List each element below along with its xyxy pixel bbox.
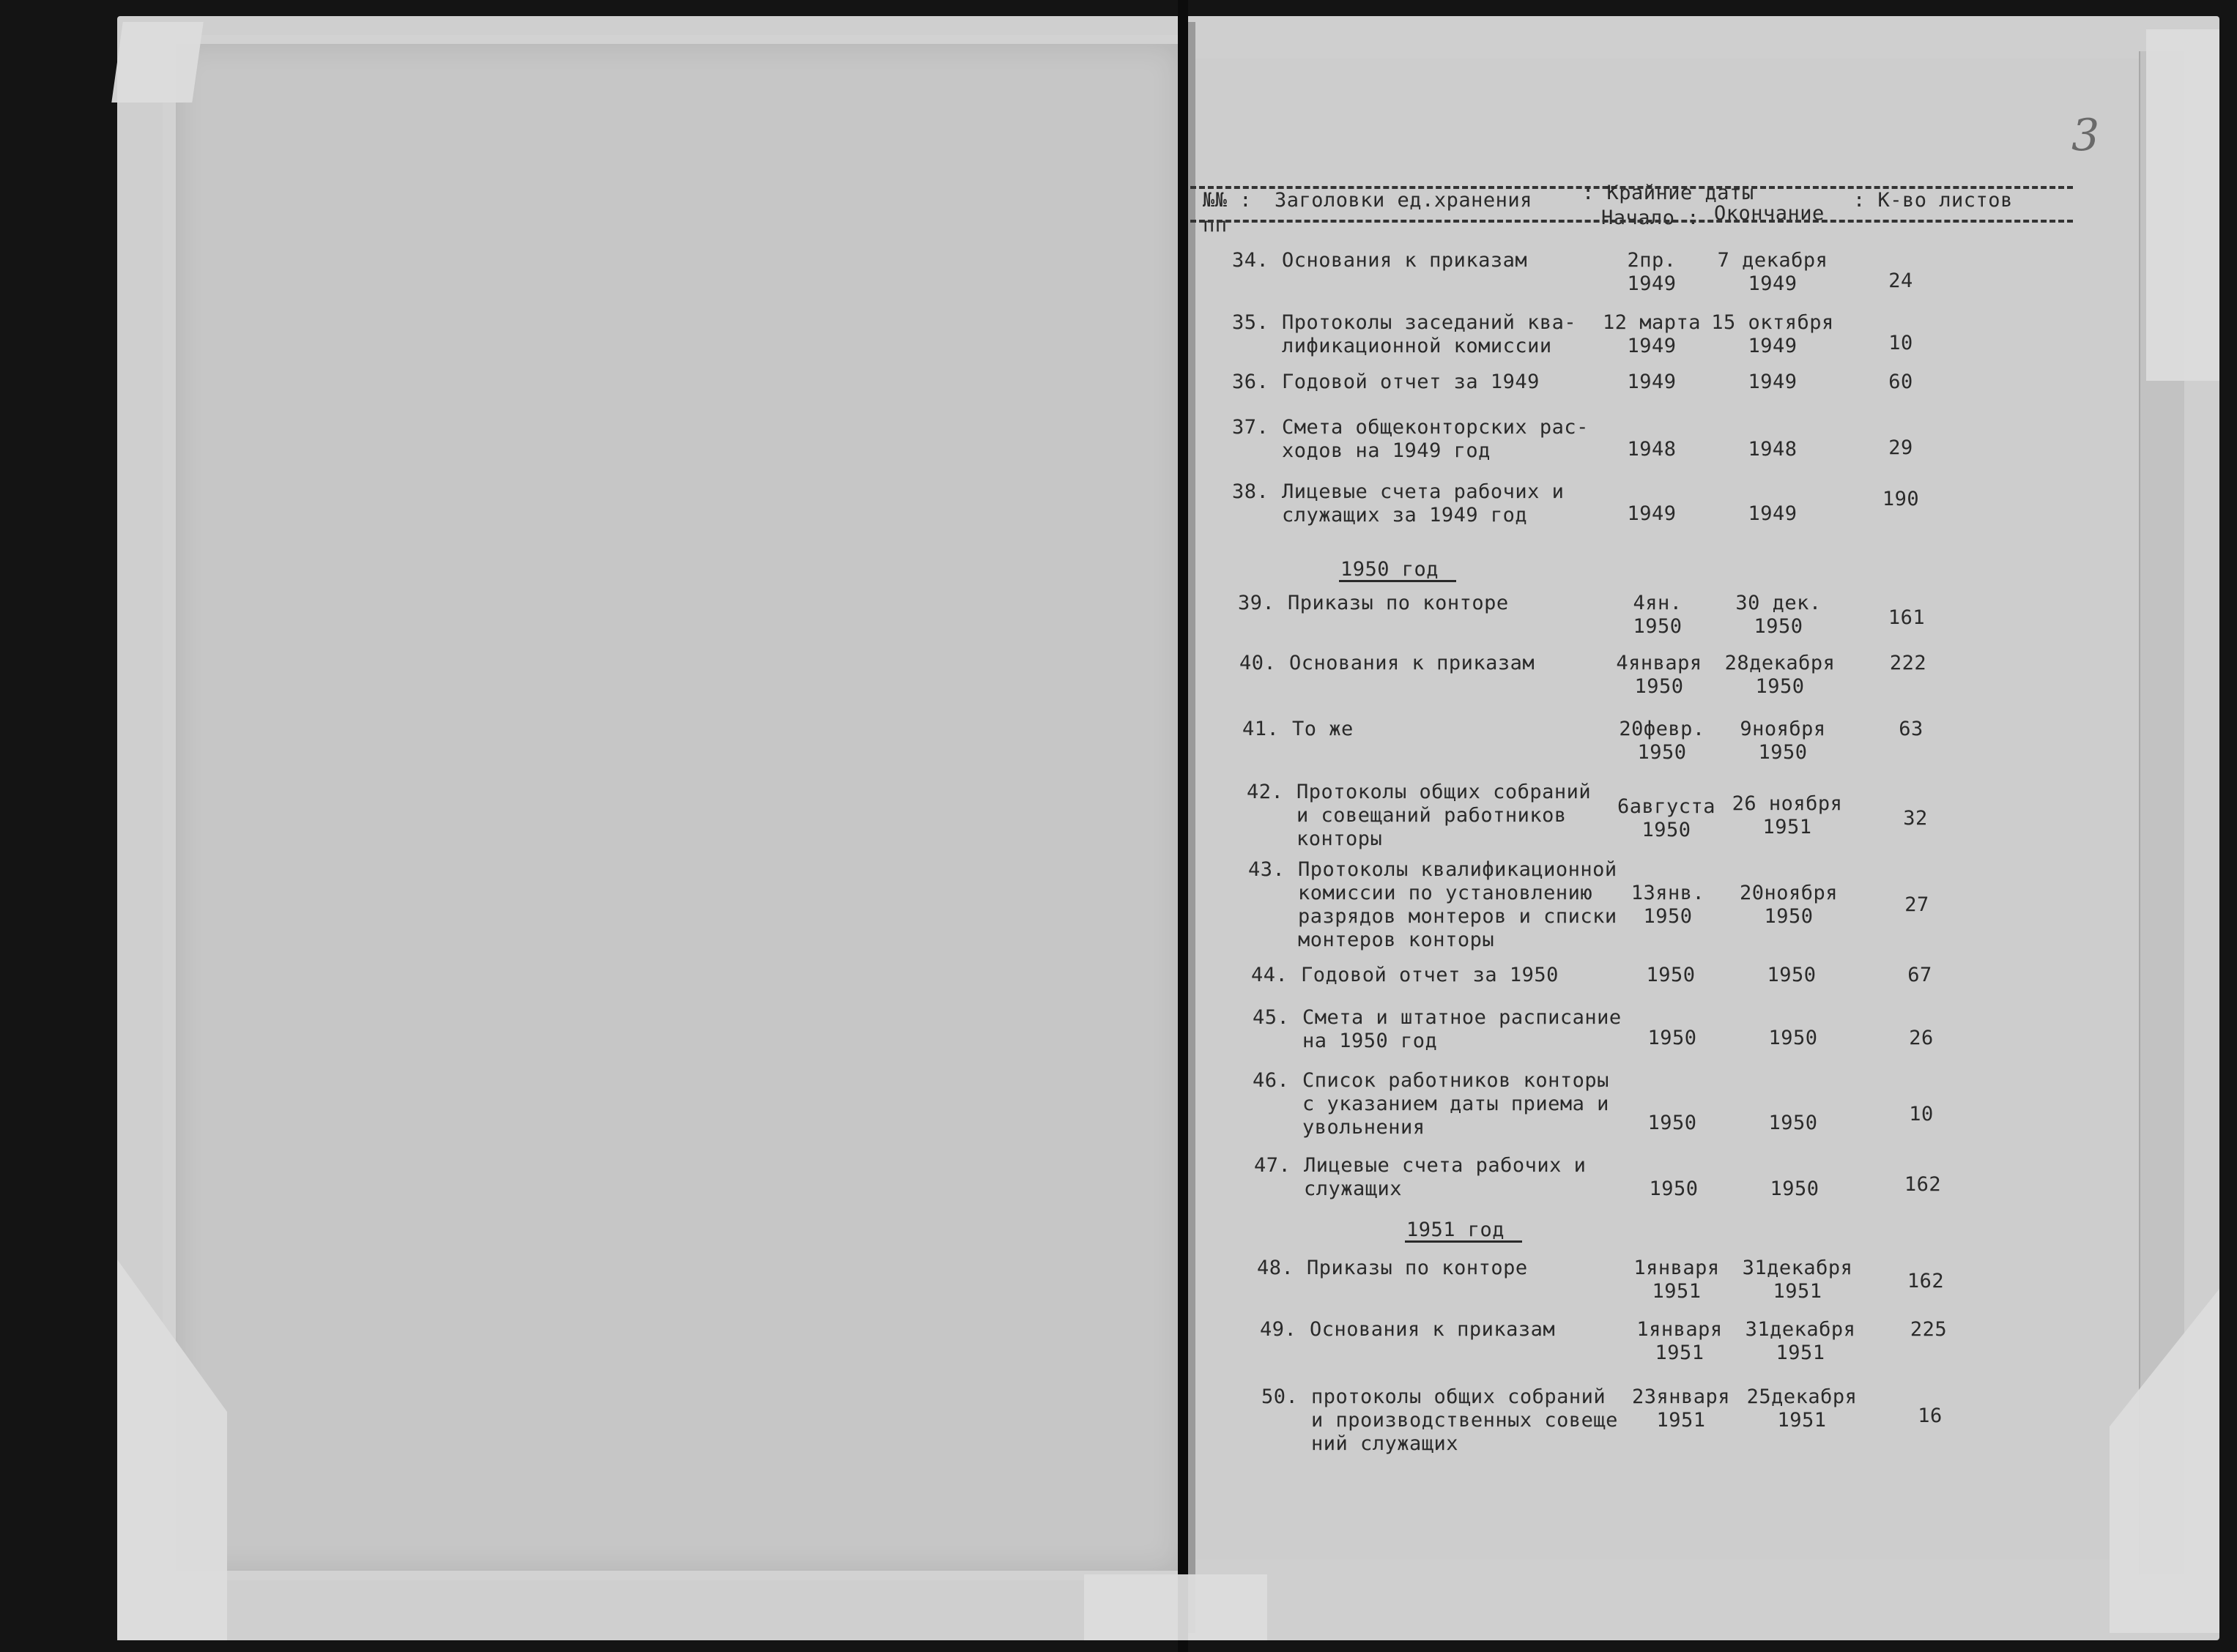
row-title: Основания к приказам: [1310, 1318, 1556, 1341]
row-number: 34.: [1232, 249, 1269, 272]
row-number: 39.: [1238, 592, 1275, 614]
row-title: Протоколы заседаний ква- лификационной комиссии: [1282, 311, 1577, 357]
row-date-start: 4января 1950: [1616, 652, 1702, 698]
row-number: 36.: [1232, 371, 1269, 393]
row-date-end: 9ноября 1950: [1740, 718, 1826, 764]
row-date-end: 30 дек. 1950: [1735, 592, 1822, 638]
row-sheets: 162: [1907, 1270, 1945, 1292]
header-col-dates-end: Окончание: [1714, 202, 1825, 225]
row-number: 48.: [1257, 1257, 1294, 1279]
row-sheets: 32: [1903, 807, 1928, 830]
row-date-start: 23января 1951: [1631, 1385, 1731, 1432]
corner-tape-top-left: [111, 22, 203, 103]
row-date-end: 1950: [1767, 964, 1817, 986]
row-date-end: 1950: [1768, 1027, 1818, 1049]
tape-bottom-middle: [1084, 1574, 1267, 1640]
row-title: То же: [1292, 718, 1354, 740]
row-number: 43.: [1248, 858, 1286, 881]
row-title: Годовой отчет за 1950: [1301, 964, 1559, 986]
header-col-sheets: : К-во листов: [1853, 189, 2013, 212]
row-title: Протоколы квалификационной комиссии по установлению разрядов монтеров и списки монтеров конторы: [1298, 858, 1617, 951]
row-date-start: 20февр. 1950: [1619, 718, 1705, 764]
row-title: Годовой отчет за 1949: [1282, 371, 1540, 393]
row-sheets: 10: [1888, 332, 1913, 354]
row-number: 42.: [1247, 781, 1284, 803]
spine-shadow: [1188, 22, 1195, 1633]
tape-top-right: [2146, 29, 2219, 381]
row-number: 49.: [1260, 1318, 1297, 1341]
row-sheets: 225: [1910, 1318, 1948, 1341]
row-number: 44.: [1251, 964, 1288, 986]
row-number: 41.: [1242, 718, 1280, 740]
row-title: Лицевые счета рабочих и служащих за 1949 год: [1282, 480, 1565, 527]
row-number: 38.: [1232, 480, 1269, 503]
row-title: Протоколы общих собраний и совещаний работников конторы: [1296, 781, 1592, 850]
row-number: 37.: [1232, 416, 1269, 439]
section-heading-1950: 1950 год: [1340, 558, 1439, 581]
row-date-end: 31декабря 1951: [1745, 1318, 1856, 1364]
row-date-end: 26 ноября 1951: [1732, 792, 1843, 838]
row-date-end: 1949: [1748, 502, 1798, 525]
row-date-end: 15 октября 1949: [1711, 311, 1834, 357]
section-heading-1951: 1951 год: [1406, 1218, 1505, 1241]
row-date-start: 1948: [1627, 438, 1677, 461]
row-sheets: 222: [1889, 652, 1927, 674]
left-page-blank: [176, 44, 1179, 1571]
row-date-start: 1950: [1647, 1112, 1697, 1134]
section-underline-1950: [1339, 580, 1456, 582]
row-date-start: 1949: [1627, 502, 1677, 525]
row-sheets: 27: [1904, 893, 1929, 916]
row-date-start: 1января 1951: [1633, 1257, 1720, 1303]
row-date-end: 1950: [1768, 1112, 1818, 1134]
row-sheets: 190: [1882, 488, 1920, 510]
row-date-start: 1950: [1646, 964, 1696, 986]
row-sheets: 67: [1907, 964, 1932, 986]
row-date-end: 1948: [1748, 438, 1798, 461]
row-date-start: 13янв. 1950: [1631, 882, 1705, 928]
row-sheets: 16: [1918, 1404, 1943, 1427]
row-sheets: 162: [1904, 1173, 1942, 1196]
row-number: 47.: [1254, 1154, 1291, 1177]
row-date-end: 28декабря 1950: [1724, 652, 1836, 698]
row-date-start: 12 марта 1949: [1602, 311, 1702, 357]
header-col-title: Заголовки ед.хранения: [1275, 189, 1532, 212]
row-sheets: 10: [1909, 1103, 1934, 1125]
row-date-start: 6августа 1950: [1617, 795, 1716, 841]
row-date-end: 31декабря 1951: [1742, 1257, 1853, 1303]
row-sheets: 60: [1888, 371, 1913, 393]
header-col-dates: : Крайние даты: [1582, 182, 1754, 204]
row-sheets: 24: [1888, 269, 1913, 292]
row-date-end: 7 декабря 1949: [1717, 249, 1828, 295]
row-date-end: 1949: [1748, 371, 1798, 393]
row-date-end: 20ноября 1950: [1739, 882, 1839, 928]
header-col-num-2: пп: [1203, 214, 1228, 237]
row-number: 46.: [1253, 1069, 1290, 1092]
header-rule-bottom: [1190, 220, 2073, 223]
row-title: Приказы по конторе: [1288, 592, 1509, 614]
header-col-num: №№ :: [1203, 189, 1253, 212]
row-date-end: 25декабря 1951: [1746, 1385, 1858, 1432]
row-date-start: 4ян. 1950: [1633, 592, 1683, 638]
row-title: Основания к приказам: [1289, 652, 1535, 674]
row-title: Лицевые счета рабочих и служащих: [1304, 1154, 1587, 1200]
page-number: 3: [2071, 110, 2100, 161]
row-date-start: 1950: [1647, 1027, 1697, 1049]
row-number: 50.: [1261, 1385, 1299, 1408]
row-title: Приказы по конторе: [1307, 1257, 1528, 1279]
row-title: протоколы общих собраний и производственных совеще ний служащих: [1311, 1385, 1618, 1455]
row-number: 35.: [1232, 311, 1269, 334]
row-number: 45.: [1253, 1006, 1290, 1029]
row-date-end: 1950: [1770, 1177, 1819, 1200]
row-date-start: 1января 1951: [1636, 1318, 1723, 1364]
row-sheets: 26: [1909, 1027, 1934, 1049]
row-title: Список работников конторы с указанием даты приема и увольнения: [1302, 1069, 1609, 1139]
row-sheets: 161: [1888, 606, 1926, 629]
row-title: Основания к приказам: [1282, 249, 1528, 272]
row-title: Смета и штатное расписание на 1950 год: [1302, 1006, 1622, 1052]
section-underline-1951: [1405, 1240, 1522, 1243]
row-date-start: 2пр. 1949: [1627, 249, 1677, 295]
row-title: Смета общеконторских рас- ходов на 1949 год: [1282, 416, 1589, 462]
row-sheets: 63: [1899, 718, 1923, 740]
row-number: 40.: [1239, 652, 1277, 674]
row-date-start: 1949: [1627, 371, 1677, 393]
header-col-dates-start: Начало :: [1601, 206, 1700, 229]
row-date-start: 1950: [1649, 1177, 1699, 1200]
row-sheets: 29: [1888, 436, 1913, 459]
book-spine: [1178, 0, 1188, 1652]
